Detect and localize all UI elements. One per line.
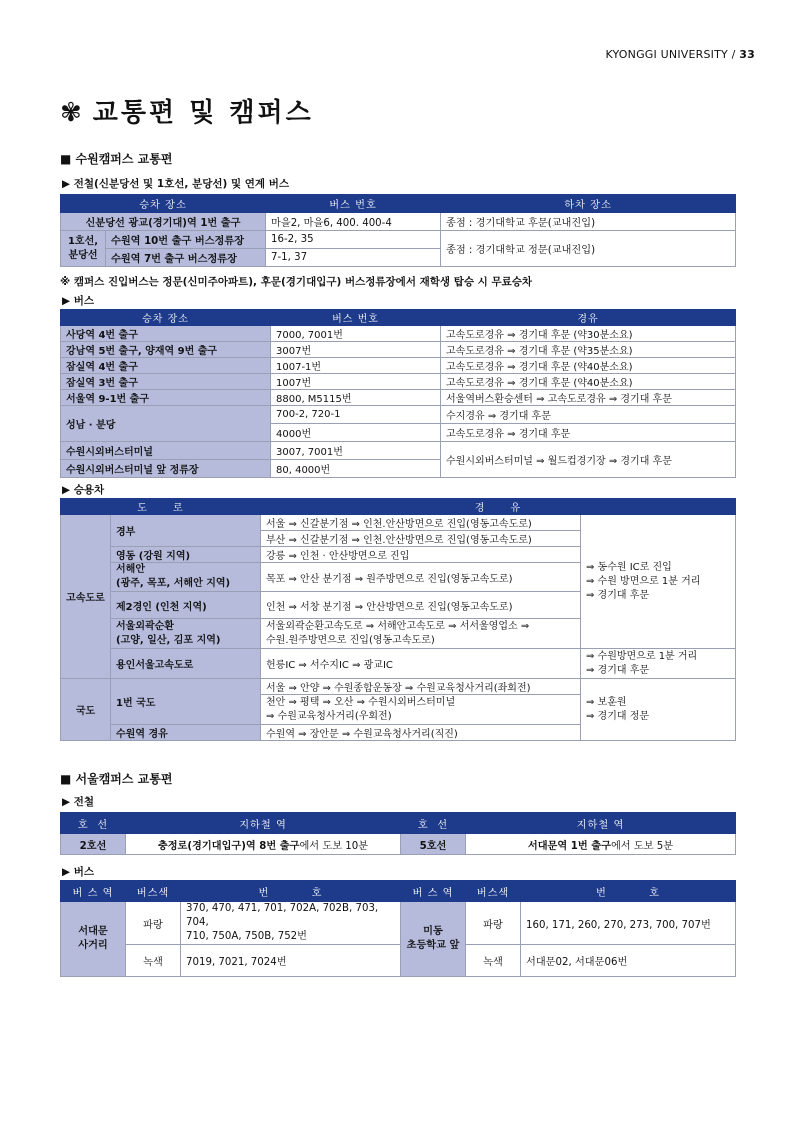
bus-number: 7-1, 37	[266, 249, 441, 267]
route-via: 서울 ⇒ 신갈분기점 ⇒ 인천.안산방면으로 진입(영동고속도로)	[261, 515, 581, 531]
route-via: 고속도로경유 ⇒ 경기대 후문 (약40분소요)	[441, 358, 736, 374]
boarding-place: 잠실역 4번 출구	[61, 358, 271, 374]
subway-line: 5호선	[401, 834, 466, 855]
route-via: 고속도로경유 ⇒ 경기대 후문 (약35분소요)	[441, 342, 736, 358]
table-row	[61, 515, 736, 531]
boarding-place: 신분당선 광교(경기대)역 1번 출구	[61, 213, 266, 231]
road-name: 서울외곽순환 (고양, 일산, 김포 지역)	[111, 619, 261, 649]
boarding-place: 잠실역 3번 출구	[61, 374, 271, 390]
boarding-place: 수원역 10번 출구 버스정류장	[106, 231, 266, 249]
bus-number: 4000번	[271, 424, 441, 442]
route-via: 수원역 ⇒ 장안문 ⇒ 수원교육청사거리(직진)	[261, 725, 581, 741]
route-via: 천안 ⇒ 평택 ⇒ 오산 ⇒ 수원시외버스터미널 ⇒ 수원교육청사거리(우회전)	[261, 695, 581, 725]
route-destination: ⇒ 보훈원 ⇒ 경기대 정문	[581, 679, 736, 741]
flower-icon: ✾	[60, 98, 85, 128]
page-title-text: 교통편 및 캠퍼스	[92, 98, 314, 128]
seoul-bus-heading: ▶ 버스	[62, 866, 95, 878]
bus-color: 파랑	[126, 902, 181, 945]
page-header	[605, 48, 755, 61]
table-row	[61, 358, 736, 374]
suwon-bus-heading: ▶ 버스	[62, 295, 95, 307]
table-row	[61, 326, 736, 342]
table-header-row	[61, 813, 736, 834]
route-via: 수원시외버스터미널 ⇒ 월드컵경기장 ⇒ 경기대 후문	[441, 442, 736, 478]
drop-off-place: 종점 : 경기대학교 후문(교내진입)	[441, 213, 736, 231]
walk-time: 에서 도보 10분	[299, 840, 369, 852]
national-road-category: 국도	[61, 679, 111, 741]
route-via: 고속도로경유 ⇒ 경기대 후문 (약30분소요)	[441, 326, 736, 342]
col-header: 버스색	[126, 881, 181, 902]
seoul-bus-table	[60, 880, 736, 977]
table-header-row	[61, 195, 736, 213]
suwon-car-table	[60, 498, 736, 741]
table-row	[61, 213, 736, 231]
walk-time: 에서 도보 5분	[610, 840, 674, 852]
table-row	[61, 902, 736, 945]
route-destination: ⇒ 수원방면으로 1분 거리 ⇒ 경기대 후문	[581, 649, 736, 679]
col-header: 하차 장소	[441, 195, 736, 213]
bus-stop: 미동 초등학교 앞	[401, 902, 466, 977]
bus-number: 3007, 7001번	[271, 442, 441, 460]
col-header: 승차 장소	[61, 195, 266, 213]
road-name: 영동 (강원 지역)	[111, 547, 261, 563]
route-via: 고속도로경유 ⇒ 경기대 후문 (약40분소요)	[441, 374, 736, 390]
route-via: 헌릉IC ⇒ 서수지IC ⇒ 광교IC	[261, 649, 581, 679]
bus-numbers: 서대문02, 서대문06번	[521, 945, 736, 977]
bus-number: 3007번	[271, 342, 441, 358]
table-row	[61, 406, 736, 424]
col-header: 번 호	[181, 881, 401, 902]
header-university: KYONGGI UNIVERSITY	[605, 48, 728, 61]
boarding-place: 수원시외버스터미널 앞 정류장	[61, 460, 271, 478]
bus-number: 8800, M5115번	[271, 390, 441, 406]
col-header: 도 로	[61, 499, 261, 515]
table-header-row	[61, 881, 736, 902]
suwon-heading: ■ 수원캠퍼스 교통편	[60, 152, 173, 166]
col-header: 경 유	[261, 499, 736, 515]
table-row	[61, 679, 736, 695]
col-header: 경유	[441, 310, 736, 326]
bus-number: 1007번	[271, 374, 441, 390]
road-name: 용인서울고속도로	[111, 649, 261, 679]
free-bus-note: ※ 캠퍼스 진입버스는 정문(신미주아파트), 후문(경기대입구) 버스정류장에서 재학생 탑승 시 무료승차	[60, 276, 533, 288]
seoul-heading: ■ 서울캠퍼스 교통편	[60, 772, 173, 786]
route-via: 고속도로경유 ⇒ 경기대 후문	[441, 424, 736, 442]
bus-color: 파랑	[466, 902, 521, 945]
page-number: 33	[739, 48, 755, 61]
col-header: 호 선	[61, 813, 126, 834]
col-header: 버스 번호	[271, 310, 441, 326]
road-name: 수원역 경유	[111, 725, 261, 741]
bus-number: 7000, 7001번	[271, 326, 441, 342]
route-via: 인천 ⇒ 서창 분기점 ⇒ 안산방면으로 진입(영동고속도로)	[261, 592, 581, 619]
bus-number: 80, 4000번	[271, 460, 441, 478]
seoul-subway-heading: ▶ 전철	[62, 796, 95, 808]
route-via: 서울외곽순환고속도로 ⇒ 서해안고속도로 ⇒ 서서울영업소 ⇒ 수원.원주방면으로 진입(영동고속도로)	[261, 619, 581, 649]
route-via: 서울 ⇒ 안양 ⇒ 수원종합운동장 ⇒ 수원교육청사거리(좌회전)	[261, 679, 581, 695]
route-via: 서울역버스환승센터 ⇒ 고속도로경유 ⇒ 경기대 후문	[441, 390, 736, 406]
bus-color: 녹색	[466, 945, 521, 977]
bus-number: 마을2, 마을6, 400. 400-4	[266, 213, 441, 231]
bus-numbers: 370, 470, 471, 701, 702A, 702B, 703, 704, 710, 750A, 750B, 752번	[181, 902, 401, 945]
col-header: 호 선	[401, 813, 466, 834]
bus-number: 1007-1번	[271, 358, 441, 374]
suwon-bus-table	[60, 309, 736, 478]
col-header: 버스색	[466, 881, 521, 902]
col-header: 승차 장소	[61, 310, 271, 326]
table-row	[61, 374, 736, 390]
boarding-place: 수원역 7번 출구 버스정류장	[106, 249, 266, 267]
table-row	[61, 649, 736, 679]
drop-off-place: 종점 : 경기대학교 정문(교내진입)	[441, 231, 736, 267]
station-exit: 서대문역 1번 출구	[527, 840, 611, 852]
suwon-car-heading: ▶ 승용차	[62, 484, 105, 496]
seoul-subway-table	[60, 812, 736, 855]
bus-color: 녹색	[126, 945, 181, 977]
station-exit: 충정로(경기대입구)역 8번 출구	[157, 840, 300, 852]
table-row	[61, 342, 736, 358]
boarding-place: 성남 · 분당	[61, 406, 271, 442]
col-header: 번 호	[521, 881, 736, 902]
road-name: 경부	[111, 515, 261, 547]
boarding-place: 강남역 5번 출구, 양재역 9번 출구	[61, 342, 271, 358]
route-via: 강릉 ⇒ 인천 · 안산방면으로 진입	[261, 547, 581, 563]
bus-stop: 서대문 사거리	[61, 902, 126, 977]
bus-numbers: 160, 171, 260, 270, 273, 700, 707번	[521, 902, 736, 945]
road-name: 1번 국도	[111, 679, 261, 725]
boarding-place: 사당역 4번 출구	[61, 326, 271, 342]
route-via: 부산 ⇒ 신갈분기점 ⇒ 인천.안산방면으로 진입(영동고속도로)	[261, 531, 581, 547]
header-separator: /	[731, 48, 736, 61]
table-header-row	[61, 310, 736, 326]
col-header: 버 스 역	[61, 881, 126, 902]
col-header: 버스 번호	[266, 195, 441, 213]
subway-station	[466, 834, 736, 855]
boarding-place: 수원시외버스터미널	[61, 442, 271, 460]
subway-station	[126, 834, 401, 855]
subway-line: 2호선	[61, 834, 126, 855]
col-header: 지하철 역	[466, 813, 736, 834]
bus-numbers: 7019, 7021, 7024번	[181, 945, 401, 977]
road-name: 서해안 (광주, 목포, 서해안 지역)	[111, 563, 261, 592]
line-group: 1호선, 분당선	[61, 231, 106, 267]
highway-category: 고속도로	[61, 515, 111, 679]
bus-number: 700-2, 720-1	[271, 406, 441, 424]
table-row	[61, 390, 736, 406]
table-row	[61, 945, 736, 977]
page-title	[60, 92, 314, 129]
route-via: 수지경유 ⇒ 경기대 후문	[441, 406, 736, 424]
table-row	[61, 231, 736, 249]
route-destination: ⇒ 동수원 IC로 진입 ⇒ 수원 방면으로 1분 거리 ⇒ 경기대 후문	[581, 515, 736, 649]
table-row	[61, 442, 736, 460]
table-row	[61, 834, 736, 855]
suwon-rail-table	[60, 194, 736, 267]
suwon-rail-heading: ▶ 전철(신분당선 및 1호선, 분당선) 및 연계 버스	[62, 178, 289, 190]
table-header-row	[61, 499, 736, 515]
bus-number: 16-2, 35	[266, 231, 441, 249]
route-via: 목포 ⇒ 안산 분기점 ⇒ 원주방면으로 진입(영동고속도로)	[261, 563, 581, 592]
boarding-place: 서울역 9-1번 출구	[61, 390, 271, 406]
col-header: 지하철 역	[126, 813, 401, 834]
road-name: 제2경인 (인천 지역)	[111, 592, 261, 619]
col-header: 버 스 역	[401, 881, 466, 902]
